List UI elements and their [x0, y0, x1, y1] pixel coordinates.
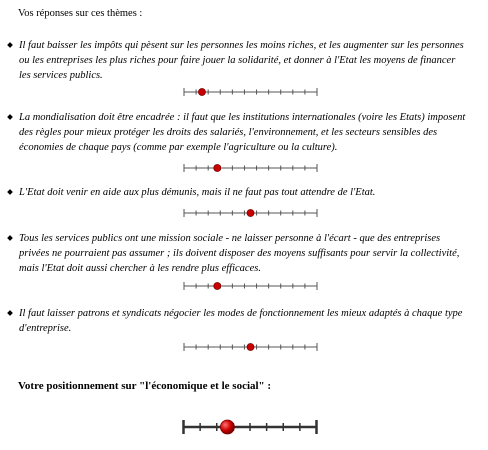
- final-position-marker: [220, 420, 234, 434]
- bullet-icon: [7, 310, 13, 316]
- statement-3: [8, 185, 466, 200]
- statement-1: [8, 38, 466, 83]
- statement-text: Il faut baisser les impôts qui pèsent sur les personnes les moins riches, et les augmenter sur les personnes ou les entreprises les plus riches pour faire jouer la solidarité, et donner à l'Etat les moyens de financer les services publics.: [19, 40, 464, 81]
- final-title: Votre positionnement sur "l'économique et le social" :: [18, 380, 272, 392]
- scale-5: [183, 341, 318, 353]
- position-marker: [214, 283, 221, 290]
- statement-5: [8, 306, 466, 336]
- statement-text: L'Etat doit venir en aide aux plus démunis, mais il ne faut pas tout attendre de l'Etat.: [19, 187, 376, 198]
- statement-text: Tous les services publics ont une mission sociale - ne laisser personne à l'écart - que des entreprises privées ne pourraient pas assumer ; ils doivent disposer des moyens suffisants pour servir la collectivité, mais l'Etat doit aussi chercher à les rendre plus efficaces.: [19, 233, 460, 274]
- scale-1: [183, 86, 318, 98]
- bullet-icon: [7, 235, 13, 241]
- bullet-icon: [7, 42, 13, 48]
- scale-3: [183, 207, 318, 219]
- intro-text: Vos réponses sur ces thèmes :: [18, 8, 143, 19]
- statement-4: [8, 231, 466, 276]
- final-scale: [182, 412, 318, 442]
- position-marker: [247, 344, 254, 351]
- scale-4: [183, 280, 318, 292]
- scale-2: [183, 162, 318, 174]
- statement-2: [8, 110, 466, 155]
- position-marker: [247, 210, 254, 217]
- position-marker: [214, 165, 221, 172]
- statement-text: Il faut laisser patrons et syndicats négocier les modes de fonctionnement les mieux adaptés à chaque type d'entreprise.: [19, 308, 463, 334]
- bullet-icon: [7, 189, 13, 195]
- bullet-icon: [7, 114, 13, 120]
- statement-text: La mondialisation doit être encadrée : il faut que les institutions internationales (voire les Etats) imposent des règles pour mieux protéger les droits des salariés, l'environnement, et les secteurs sensibles des économies de chaque pays (comme par exemple l'agriculture ou la culture).: [19, 112, 466, 153]
- position-marker: [198, 89, 205, 96]
